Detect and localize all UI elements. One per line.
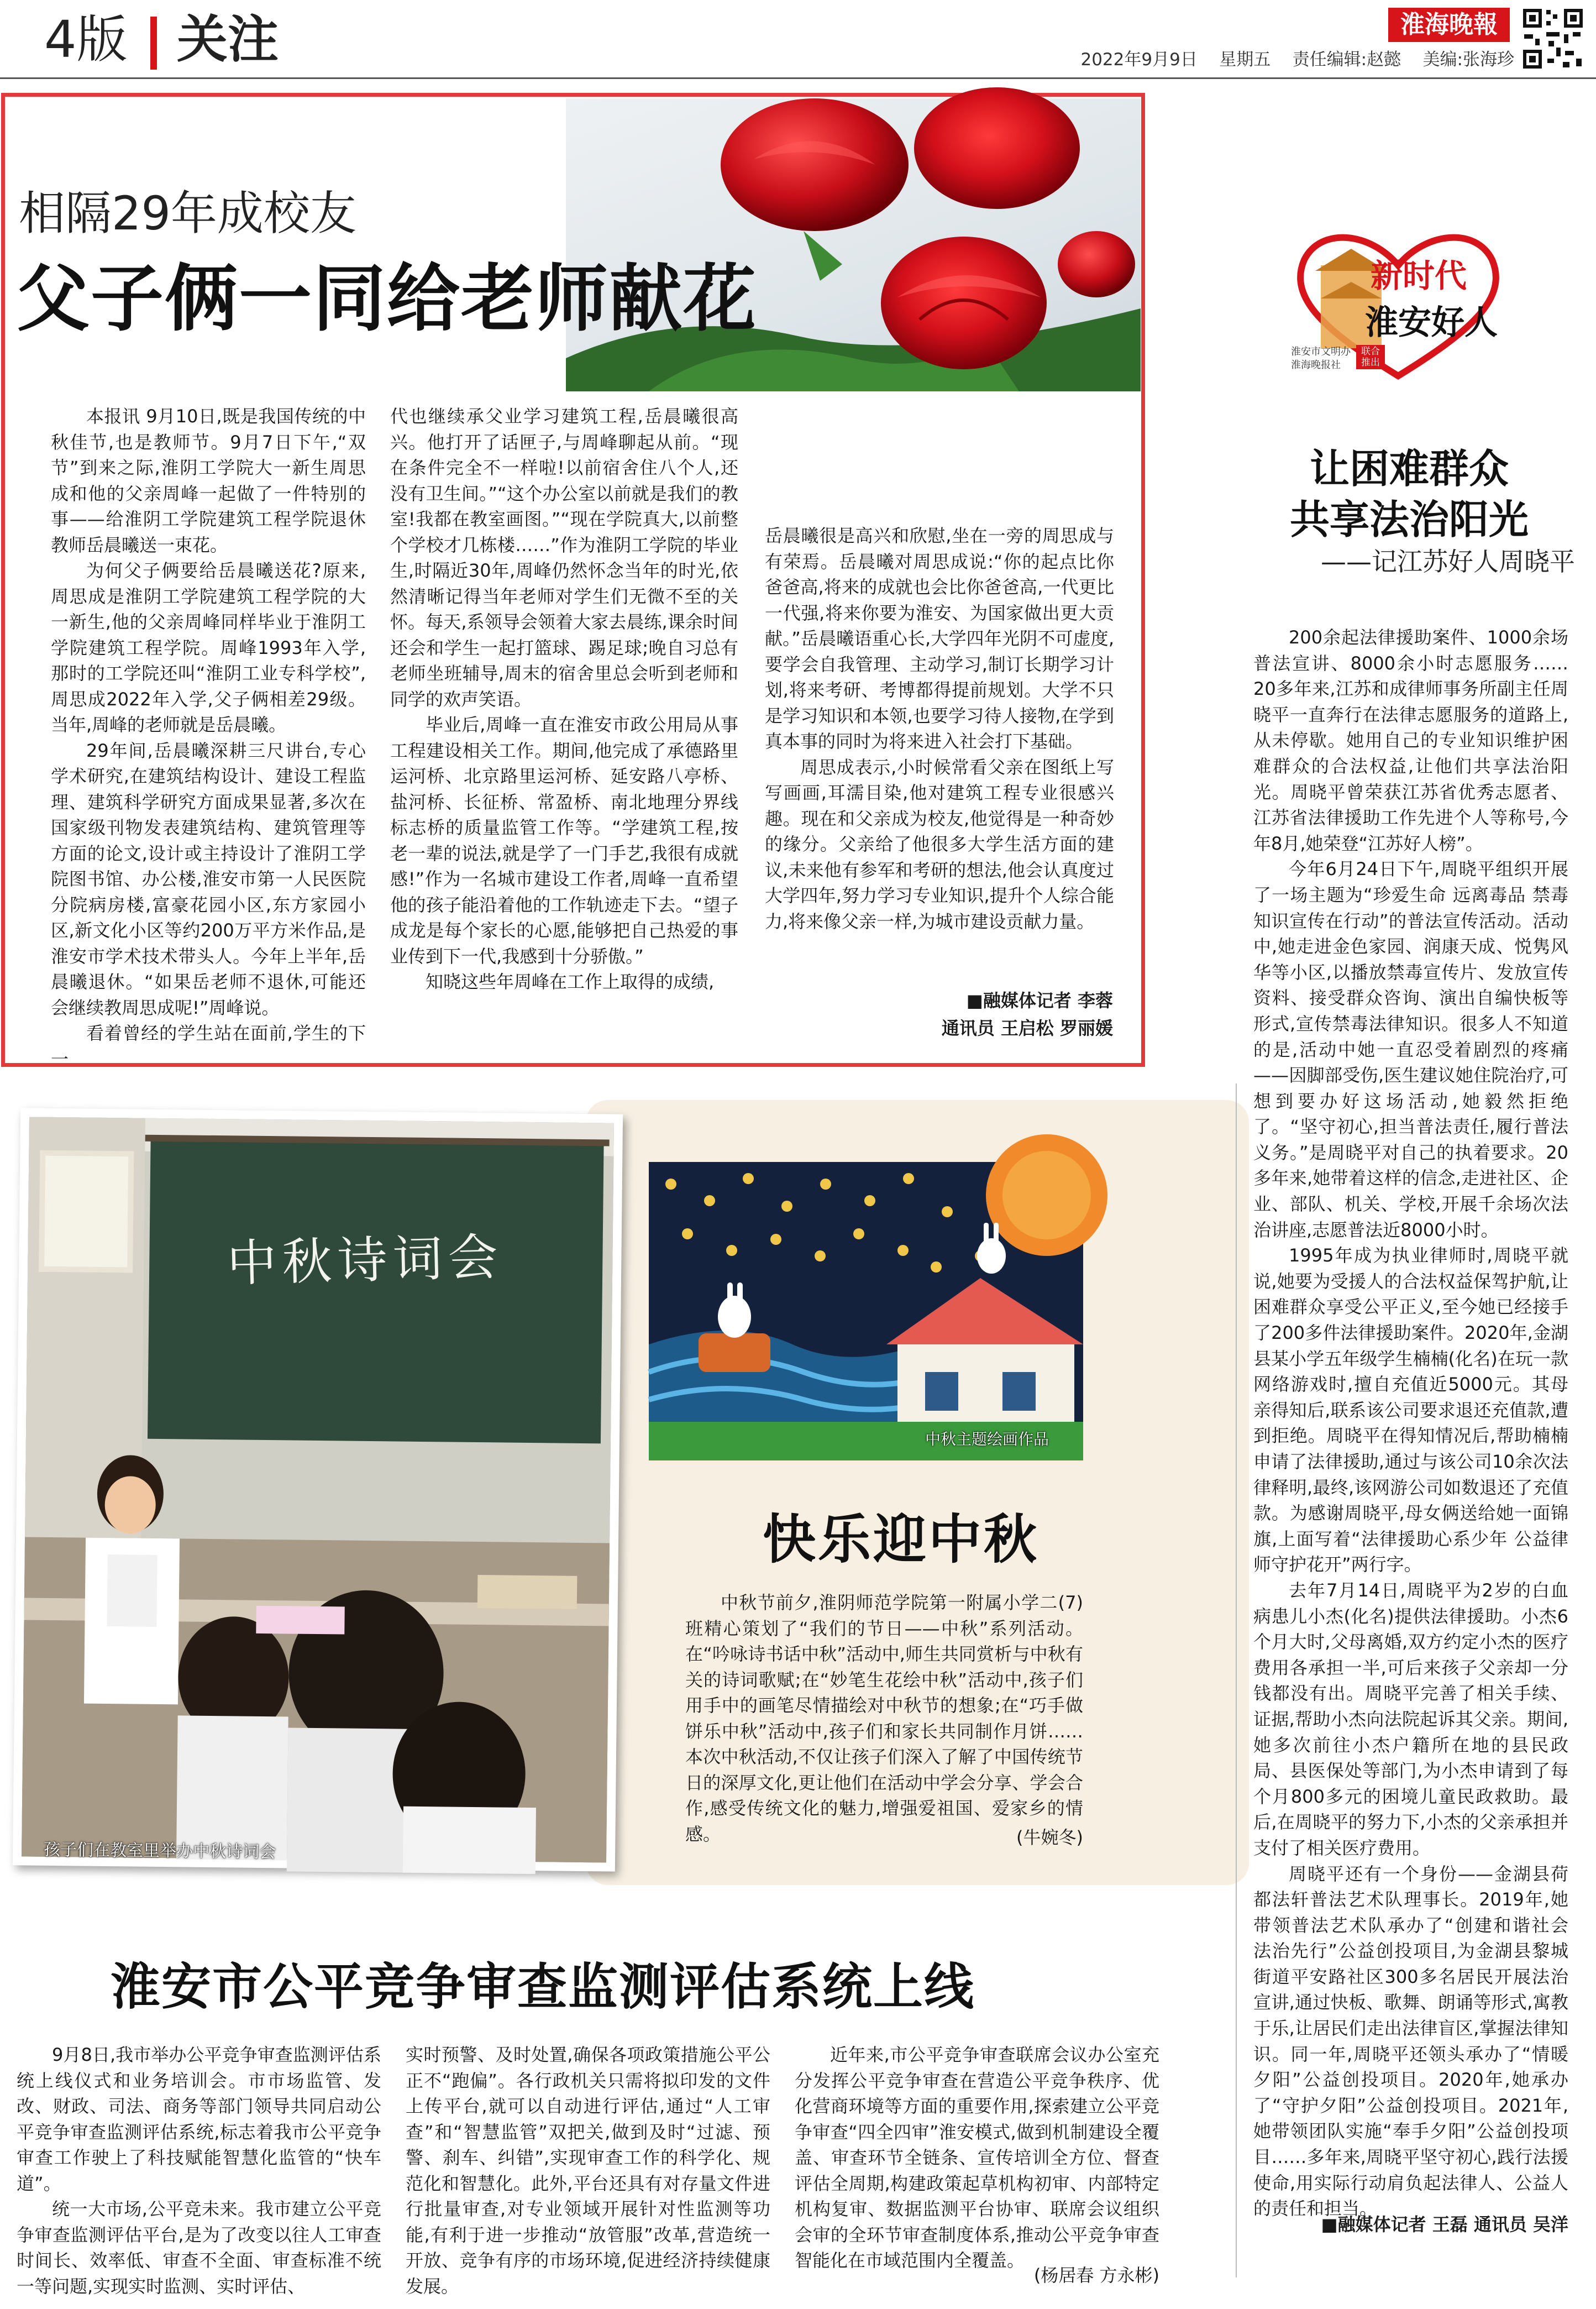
article4-col2-p1: 实时预警、及时处置,确保各项政策措施公平公正不“跑偏”。各行政机关只需将拟印发的文件上传平台,就可以自动进行评估,通过“人工审查”和“智慧监管”双把关,做到及时“过滤、预警、刹车、纠错”,实现审查工作的科学化、规范化和智慧化。此外,平台还具有对存量文件进行批量审查,对专业领域开展针对性监测等功能,有利于进一步推动“放管服”改革,营造统一开放、竞争有序的市场环境,促进经济持续健康发展。 (406, 2044, 770, 2297)
page-number: 4版 (44, 10, 128, 69)
article4-col3-p1: 近年来,市公平竞争审查联席会议办公室充分发挥公平竞争审查在营造公平竞争秩序、优化营商环境等方面的重要作用,探索建立公平竞争审查“四全四审”淮安模式,做到机制建设全覆盖、审查环节全链条、宣传培训全方位、督查评估全周期,构建政策起草机构初审、内部特定机构复审、数据监测平台协审、联席会议组织会审的全环节审查制度体系,推动公平竞争审查智能化在市域范围内全覆盖。 (795, 2044, 1159, 2271)
article4-headline: 淮安市公平竞争审查监测评估系统上线 (111, 1958, 975, 2016)
article1-col2-p3: 知晓这些年周峰在工作上取得的成绩, (426, 971, 715, 992)
masthead-logo: 淮海晚報 (1388, 8, 1510, 42)
article1-col1-p2: 为何父子俩要给岳晨曦送花?原来,周思成是淮阴工学院建筑工程学院的大一新生,他的父亲周峰同样毕业于淮阴工学院建筑工程学院。周峰1993年入学,那时的工学院还叫“淮阴工业专科学校”,周思成2022年入学,父子俩相差29级。当年,周峰的老师就是岳晨曦。 (51, 560, 366, 735)
logo-title-line1: 新时代 (1371, 257, 1467, 295)
article1-col2 (390, 404, 738, 1059)
article1-byline-correspondents: 通讯员 王启松 罗丽媛 (941, 1018, 1113, 1039)
article3-body: 中秋节前夕,淮阴师范学院第一附属小学二(7)班精心策划了“我们的节日——中秋”系列活动。在“吟咏诗书话中秋”活动中,师生共同赏析与中秋有关的诗词歌赋;在“妙笔生花绘中秋”活动中,孩子们用手中的画笔尽情描绘对中秋节的想象;在“巧手做饼乐中秋”活动中,孩子们和家长共同制作月饼……本次中秋活动,不仅让孩子们深入了解了中国传统节日的深厚文化,更让他们在活动中学会分享、学会合作,感受传统文化的魅力,增强爱祖国、爱家乡的情感。 (685, 1592, 1083, 1845)
article1-col3-p1: 岳晨曦很是高兴和欣慰,坐在一旁的周思成与有荣焉。岳晨曦对周思成说:“你的起点比你爸爸高,将来的成就也会比你爸爸高,一代更比一代强,将来你要为淮安、为国家做出更大贡献。”岳晨曦语重心长,大学四年光阴不可虚度,要学会自我管理、主动学习,制订长期学习计划,将来考研、考博都得提前规划。大学不只是学习知识和本领,也要学习待人接物,在学到真本事的同时为将来进入社会打下基础。 (765, 525, 1114, 752)
roses-photo (566, 98, 1141, 391)
issue-weekday: 星期五 (1219, 50, 1271, 70)
article2-headline-line1: 让困难群众 (1309, 446, 1509, 492)
article1-col2-p1: 代也继续承父业学习建筑工程,岳晨曦很高兴。他打开了话匣子,与周峰聊起从前。“现在条件完全不一样啦!以前宿舍住八个人,还没有卫生间。”“这个办公室以前就是我们的教室!我都在教室画图。”“现在学院真大,以前整个学校才几栋楼……”作为淮阴工学院的毕业生,时隔近30年,周峰仍然怀念当年的时光,依然清晰记得当年老师对学生们无微不至的关怀。每天,系领导会领着大家去晨练,课余时间还会和学生一起打篮球、踢足球;晚自习总有老师坐班辅导,周末的宿舍里总会听到老师和同学的欢声笑语。 (390, 406, 738, 710)
article1-col1-p3: 29年间,岳晨曦深耕三尺讲台,专心学术研究,在建筑结构设计、建设工程监理、建筑科学研究方面成果显著,多次在国家级刊物发表建筑结构、建筑管理等方面的论文,设计或主持设计了淮阴工学院图书馆、办公楼,淮安市第一人民医院分院病房楼,富豪花园小区,东方家园小区,新文化小区等约200万平方米作品,是淮安市学术技术带头人。今年上半年,岳晨曦退休。“如果岳老师不退休,可能还会继续教周思成呢!”周峰说。 (51, 740, 366, 1018)
article1-col3-p2: 周思成表示,小时候常看父亲在图纸上写写画画,耳濡目染,他对建筑工程专业很感兴趣。现在和父亲成为校友,他觉得是一种奇妙的缘分。父亲给了他很多大学生活方面的建议,未来他有参军和考研的想法,他会认真度过大学四年,努力学习专业知识,提升个人综合能力,将来像父亲一样,为城市建设贡献力量。 (765, 756, 1114, 932)
logo-title-line2: 淮安好人 (1365, 303, 1498, 342)
article1-kicker: 相隔29年成校友 (19, 186, 356, 240)
page-header (0, 0, 1596, 83)
article2-subhead: ——记江苏好人周晓平 (1321, 547, 1575, 577)
logo-small-org2: 淮海晚报社 (1291, 359, 1341, 371)
article2-p3: 1995年成为执业律师时,周晓平就说,她要为受援人的合法权益保驾护航,让困难群众享受公平正义,至今她已经接手了200多件法律援助案件。2020年,金湖县某小学五年级学生楠楠(化名)在玩一款网络游戏时,擅自充值近5000元。其母亲得知后,联系该公司要求退还充值款,遭到拒绝。周晓平在得知情况后,帮助楠楠申请了法律援助,通过与该公司10余次法律释明,最终,该网游公司如数退还了充值款。为感谢周晓平,母女俩送给她一面锦旗,上面写着“法律援助心系少年 公益律师守护花开”两行字。 (1253, 1245, 1568, 1575)
article2-p2: 今年6月24日下午,周晓平组织开展了一场主题为“珍爱生命 远离毒品 禁毒知识宣传在行动”的普法宣传活动。活动中,她走进金色家园、润康天成、悦隽风华等小区,以播放禁毒宣传片、发放宣传资料、接受群众咨询、演出自编快板等形式,宣传禁毒法律知识。很多人不知道的是,活动中她一直忍受着剧烈的疼痛——因脚部受伤,医生建议她住院治疗,可想到要办好这场活动,她毅然拒绝了。“坚守初心,担当普法责任,履行普法义务。”是周晓平对自己的执着要求。20多年来,她带着这样的信念,走进社区、企业、部队、机关、学校,开展千余场次法治讲座,志愿普法近8000小时。 (1253, 858, 1568, 1240)
article1-byline-reporter: ■融媒体记者 李蓉 (966, 990, 1113, 1011)
article4-col3 (795, 2042, 1159, 2271)
chalkboard-text: 中秋诗词会 (226, 1228, 504, 1293)
logo-small-org1: 淮安市文明办 (1291, 346, 1351, 358)
classroom-photo (13, 1108, 623, 1871)
article4-col1-p1: 9月8日,我市举办公平竞争审查监测评估系统上线仪式和业务培训会。市市场监管、发改、财政、司法、商务等部门领导共同启动公平竞争审查监测评估系统,标志着我市公平竞争审查工作驶上了科技赋能智慧化监管的“快车道”。 (17, 2044, 381, 2194)
art-editor: 美编:张海珍 (1422, 50, 1514, 70)
article3-headline: 快乐迎中秋 (763, 1509, 1039, 1570)
article4-col1-p2: 统一大市场,公平竞未来。我市建立公平竞争审查监测评估平台,是为了改变以往人工审查时间长、效率低、审查不全面、审查标准不统一等问题,实现实时监测、实时评估、 (17, 2198, 381, 2297)
article4-col1 (17, 2042, 381, 2297)
article3-byline: (牛婉冬) (1016, 1827, 1083, 1848)
article2-headline-line2: 共享法治阳光 (1289, 496, 1529, 543)
article2-body (1253, 625, 1568, 2219)
article1-col3 (765, 523, 1114, 987)
article2-p5: 周晓平还有一个身份——金湖县荷都法轩普法艺术队理事长。2019年,她带领普法艺术队承办了“创建和谐社会 法治先行”公益创投项目,为金湖县黎城街道平安路社区300多名居民开展法治宣讲,通过快板、歌舞、朗诵等形式,寓教于乐,让居民们走出法律盲区,掌握法律知识。同一年,周晓平还领头承办了“情暖夕阳”公益创投项目。2020年,她承办了“守护夕阳”公益创投项目。2021年,她带领团队实施“奉手夕阳”公益创投项目……多年来,周晓平坚守初心,践行法援使命,用实际行动肩负起法律人、公益人的责任和担当。 (1253, 1863, 1568, 2219)
article2-byline: ■融媒体记者 王磊 通讯员 吴洋 (1321, 2214, 1568, 2235)
classroom-caption: 孩子们在教室里举办中秋诗词会 (43, 1840, 276, 1862)
issue-date: 2022年9月9日 (1080, 50, 1198, 70)
responsible-editor: 责任编辑:赵懿 (1292, 50, 1401, 70)
section-title: 关注 (177, 10, 279, 69)
column-divider (1236, 1083, 1237, 2277)
painting-photo (649, 1162, 1083, 1460)
qr-code (1521, 7, 1585, 71)
article1-headline: 父子俩一同给老师献花 (17, 256, 757, 342)
article1-col1-p4: 看着曾经的学生站在面前,学生的下一 (51, 1023, 366, 1070)
article1-col2-p2: 毕业后,周峰一直在淮安市政公用局从事工程建设相关工作。期间,他完成了承德路里运河桥、北京路里运河桥、延安路八亭桥、盐河桥、长征桥、常盈桥、南北地理分界线标志桥的质量监管工作等。“学建筑工程,按老一辈的说法,就是学了一门手艺,我很有成就感!”作为一名城市建设工作者,周峰一直希望他的孩子能沿着他的工作轨迹走下去。“望子成龙是每个家长的心愿,能够把自己热爱的事业传到下一代,我感到十分骄傲。” (390, 714, 738, 967)
article1-col1-p1: 本报讯 9月10日,既是我国传统的中秋佳节,也是教师节。9月7日下午,“双节”到来之际,淮阴工学院大一新生周思成和他的父亲周峰一起做了一件特别的事——给淮阴工学院建筑工程学院退休教师岳晨曦送一束花。 (51, 406, 366, 556)
logo-badge: 联合推出 (1356, 345, 1385, 369)
article4-byline: (杨居春 方永彬) (1033, 2265, 1159, 2286)
article2-p4: 去年7月14日,周晓平为2岁的白血病患儿小杰(化名)提供法律援助。小杰6个月大时,父母离婚,双方约定小杰的医疗费用各承担一半,可后来孩子父亲却一分钱都没有出。周晓平完善了相关手续、证据,帮助小杰向法院起诉其父亲。期间,她多次前往小杰户籍所在地的县民政局、县医保处等部门,为小杰申请到了每个月800多元的困境儿童民政救助。最后,在周晓平的努力下,小杰的父亲承担并支付了相关医疗费用。 (1253, 1579, 1568, 1858)
article2-p1: 200余起法律援助案件、1000余场普法宣讲、8000余小时志愿服务……20多年来,江苏和成律师事务所副主任周晓平一直奔行在法律志愿服务的道路上,从未停歇。她用自己的专业知识维护困难群众的合法权益,让他们共享法治阳光。周晓平曾荣获江苏省优秀志愿者、江苏省法律援助工作先进个人等称号,今年8月,她荣登“江苏好人榜”。 (1253, 627, 1568, 854)
header-meta (1050, 49, 1514, 71)
header-rule (0, 77, 1596, 79)
good-person-logo (1282, 221, 1514, 381)
header-divider (150, 17, 157, 70)
article1-col1 (51, 404, 366, 1070)
painting-caption: 中秋主题绘画作品 (925, 1430, 1049, 1448)
article4-col2 (406, 2042, 770, 2297)
